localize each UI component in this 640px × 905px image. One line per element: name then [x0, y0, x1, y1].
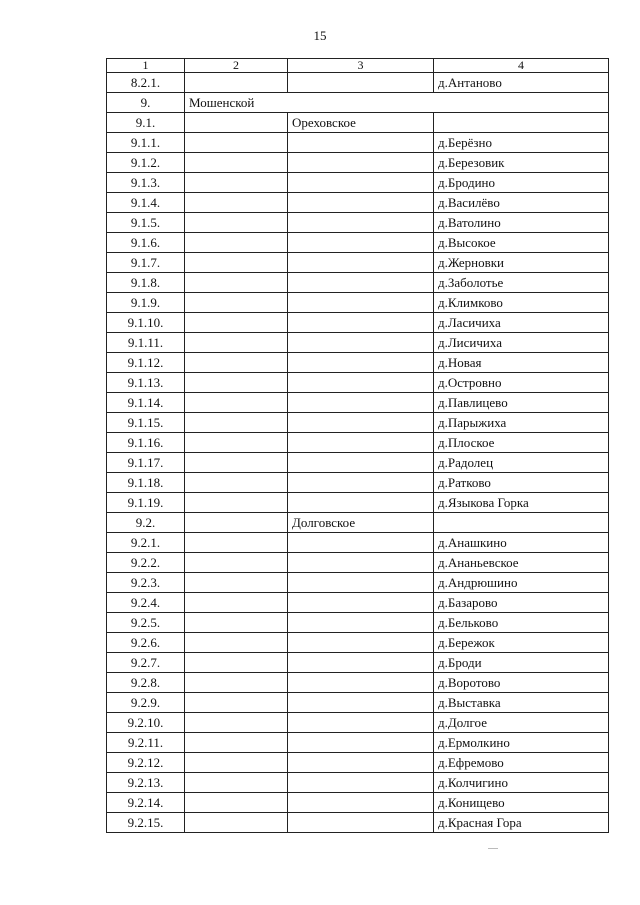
village-cell: д.Павлицево: [434, 393, 609, 413]
row-number-cell: 9.2.10.: [107, 713, 185, 733]
table-row: [107, 413, 609, 433]
table-row: [107, 653, 609, 673]
village-cell: д.Василёво: [434, 193, 609, 213]
village-cell: д.Берёзно: [434, 133, 609, 153]
row-number-cell: 9.1.5.: [107, 213, 185, 233]
column-2-cell: [185, 773, 288, 793]
column-2-cell: [185, 633, 288, 653]
table-row: [107, 153, 609, 173]
village-cell: д.Островно: [434, 373, 609, 393]
column-2-cell: [185, 553, 288, 573]
settlement-cell: [288, 613, 434, 633]
table-row: [107, 373, 609, 393]
table-row: [107, 533, 609, 553]
column-2-cell: [185, 373, 288, 393]
table-row: [107, 233, 609, 253]
settlement-cell: [288, 213, 434, 233]
row-number-cell: 9.2.1.: [107, 533, 185, 553]
column-2-cell: [185, 533, 288, 553]
table-body: [107, 59, 609, 833]
village-cell: д.Ефремово: [434, 753, 609, 773]
table-row: [107, 313, 609, 333]
settlement-cell: [288, 693, 434, 713]
settlements-table: [106, 58, 609, 833]
settlement-cell: [288, 453, 434, 473]
village-cell: д.Ласичиха: [434, 313, 609, 333]
column-2-cell: [185, 733, 288, 753]
row-number-cell: 9.1.15.: [107, 413, 185, 433]
table-row: [107, 193, 609, 213]
village-cell: [434, 113, 609, 133]
table-row: [107, 773, 609, 793]
column-2-cell: [185, 813, 288, 833]
table-row: [107, 733, 609, 753]
row-number-cell: 9.1.7.: [107, 253, 185, 273]
settlement-cell: [288, 273, 434, 293]
row-number-cell: 9.2.6.: [107, 633, 185, 653]
village-cell: д.Красная Гора: [434, 813, 609, 833]
settlement-cell: [288, 573, 434, 593]
column-2-cell: [185, 593, 288, 613]
column-2-cell: [185, 513, 288, 533]
settlement-cell: [288, 753, 434, 773]
table-row: [107, 673, 609, 693]
settlement-cell: [288, 133, 434, 153]
column-2-cell: [185, 493, 288, 513]
village-cell: д.Парыжиха: [434, 413, 609, 433]
column-2-cell: [185, 293, 288, 313]
table-row: [107, 813, 609, 833]
column-header-2: 2: [185, 59, 288, 73]
column-2-cell: [185, 393, 288, 413]
column-2-cell: [185, 333, 288, 353]
village-cell: д.Березовик: [434, 153, 609, 173]
row-number-cell: 9.2.15.: [107, 813, 185, 833]
table-row: [107, 73, 609, 93]
village-cell: д.Ратково: [434, 473, 609, 493]
settlement-cell: [288, 393, 434, 413]
row-number-cell: 9.2.13.: [107, 773, 185, 793]
village-cell: д.Бродино: [434, 173, 609, 193]
settlement-cell: [288, 533, 434, 553]
village-cell: д.Броди: [434, 653, 609, 673]
row-number-cell: 9.2.11.: [107, 733, 185, 753]
settlement-cell: [288, 73, 434, 93]
column-2-cell: [185, 113, 288, 133]
row-number-cell: 9.2.4.: [107, 593, 185, 613]
village-cell: д.Бельково: [434, 613, 609, 633]
row-number-cell: 9.1.16.: [107, 433, 185, 453]
settlement-cell: [288, 713, 434, 733]
village-cell: д.Конищево: [434, 793, 609, 813]
village-cell: д.Антаново: [434, 73, 609, 93]
settlement-cell: [288, 433, 434, 453]
village-cell: д.Выставка: [434, 693, 609, 713]
settlement-cell: [288, 153, 434, 173]
row-number-cell: 9.2.2.: [107, 553, 185, 573]
settlement-cell: [288, 233, 434, 253]
table-row: [107, 513, 609, 533]
row-number-cell: 9.: [107, 93, 185, 113]
column-header-1: 1: [107, 59, 185, 73]
column-2-cell: [185, 153, 288, 173]
column-header-4: 4: [434, 59, 609, 73]
village-cell: д.Плоское: [434, 433, 609, 453]
table-row: [107, 713, 609, 733]
village-cell: д.Языкова Горка: [434, 493, 609, 513]
settlement-cell: [288, 373, 434, 393]
settlement-cell: [288, 553, 434, 573]
column-2-cell: [185, 213, 288, 233]
settlement-cell: [288, 353, 434, 373]
table-row: [107, 693, 609, 713]
settlement-cell: [288, 673, 434, 693]
column-2-cell: [185, 313, 288, 333]
scan-mark: [488, 848, 498, 849]
page-number: 15: [313, 28, 327, 43]
row-number-cell: 9.2.5.: [107, 613, 185, 633]
village-cell: д.Климково: [434, 293, 609, 313]
row-number-cell: 9.1.1.: [107, 133, 185, 153]
column-2-cell: [185, 233, 288, 253]
village-cell: д.Колчигино: [434, 773, 609, 793]
column-2-cell: [185, 653, 288, 673]
column-2-cell: [185, 73, 288, 93]
village-cell: д.Лисичиха: [434, 333, 609, 353]
column-2-cell: [185, 353, 288, 373]
row-number-cell: 9.1.6.: [107, 233, 185, 253]
column-2-cell: [185, 573, 288, 593]
table-row: [107, 793, 609, 813]
table-header-row: [107, 59, 609, 73]
settlement-cell: [288, 293, 434, 313]
row-number-cell: 9.2.: [107, 513, 185, 533]
village-cell: д.Базарово: [434, 593, 609, 613]
column-2-cell: [185, 193, 288, 213]
table-row: [107, 113, 609, 133]
table-row: [107, 293, 609, 313]
settlement-cell: [288, 193, 434, 213]
row-number-cell: 9.1.8.: [107, 273, 185, 293]
village-cell: д.Радолец: [434, 453, 609, 473]
table-row: [107, 133, 609, 153]
table-row: [107, 473, 609, 493]
table-row: [107, 213, 609, 233]
settlement-cell: [288, 473, 434, 493]
table-row: [107, 593, 609, 613]
column-2-cell: [185, 613, 288, 633]
settlement-cell: [288, 733, 434, 753]
row-number-cell: 9.2.3.: [107, 573, 185, 593]
row-number-cell: 9.2.14.: [107, 793, 185, 813]
column-2-cell: [185, 793, 288, 813]
column-header-3: 3: [288, 59, 434, 73]
column-2-cell: [185, 273, 288, 293]
table-row: [107, 553, 609, 573]
row-number-cell: 9.1.11.: [107, 333, 185, 353]
row-number-cell: 9.1.13.: [107, 373, 185, 393]
table-row: [107, 173, 609, 193]
settlement-cell: [288, 793, 434, 813]
village-cell: д.Ананьевское: [434, 553, 609, 573]
row-number-cell: 8.2.1.: [107, 73, 185, 93]
village-cell: д.Жерновки: [434, 253, 609, 273]
row-number-cell: 9.1.4.: [107, 193, 185, 213]
row-number-cell: 9.1.19.: [107, 493, 185, 513]
settlement-cell: Ореховское: [288, 113, 434, 133]
village-cell: д.Долгое: [434, 713, 609, 733]
column-2-cell: [185, 713, 288, 733]
village-cell: д.Заболотье: [434, 273, 609, 293]
table-row: [107, 93, 609, 113]
village-cell: д.Ватолино: [434, 213, 609, 233]
settlement-cell: [288, 653, 434, 673]
row-number-cell: 9.1.14.: [107, 393, 185, 413]
village-cell: д.Анашкино: [434, 533, 609, 553]
row-number-cell: 9.1.17.: [107, 453, 185, 473]
row-number-cell: 9.2.9.: [107, 693, 185, 713]
row-number-cell: 9.1.10.: [107, 313, 185, 333]
column-2-cell: [185, 253, 288, 273]
row-number-cell: 9.2.12.: [107, 753, 185, 773]
settlement-cell: [288, 813, 434, 833]
village-cell: [434, 513, 609, 533]
district-name-cell: Мошенской: [185, 93, 609, 113]
table-row: [107, 633, 609, 653]
table-row: [107, 493, 609, 513]
table-row: [107, 393, 609, 413]
table-row: [107, 273, 609, 293]
village-cell: д.Воротово: [434, 673, 609, 693]
settlement-cell: Долговское: [288, 513, 434, 533]
settlement-cell: [288, 313, 434, 333]
settlement-cell: [288, 173, 434, 193]
table-row: [107, 453, 609, 473]
row-number-cell: 9.1.2.: [107, 153, 185, 173]
column-2-cell: [185, 413, 288, 433]
table-row: [107, 613, 609, 633]
settlement-cell: [288, 593, 434, 613]
row-number-cell: 9.1.9.: [107, 293, 185, 313]
settlement-cell: [288, 493, 434, 513]
column-2-cell: [185, 453, 288, 473]
village-cell: д.Новая: [434, 353, 609, 373]
row-number-cell: 9.1.12.: [107, 353, 185, 373]
column-2-cell: [185, 693, 288, 713]
table-row: [107, 333, 609, 353]
column-2-cell: [185, 753, 288, 773]
column-2-cell: [185, 173, 288, 193]
village-cell: д.Ермолкино: [434, 733, 609, 753]
row-number-cell: 9.1.: [107, 113, 185, 133]
table-row: [107, 573, 609, 593]
table-row: [107, 353, 609, 373]
table-row: [107, 253, 609, 273]
table-row: [107, 753, 609, 773]
settlement-cell: [288, 633, 434, 653]
row-number-cell: 9.1.3.: [107, 173, 185, 193]
settlement-cell: [288, 253, 434, 273]
settlement-cell: [288, 333, 434, 353]
column-2-cell: [185, 433, 288, 453]
village-cell: д.Бережок: [434, 633, 609, 653]
row-number-cell: 9.1.18.: [107, 473, 185, 493]
column-2-cell: [185, 673, 288, 693]
column-2-cell: [185, 133, 288, 153]
village-cell: д.Высокое: [434, 233, 609, 253]
table-row: [107, 433, 609, 453]
row-number-cell: 9.2.7.: [107, 653, 185, 673]
settlement-cell: [288, 413, 434, 433]
row-number-cell: 9.2.8.: [107, 673, 185, 693]
column-2-cell: [185, 473, 288, 493]
settlement-cell: [288, 773, 434, 793]
village-cell: д.Андрюшино: [434, 573, 609, 593]
